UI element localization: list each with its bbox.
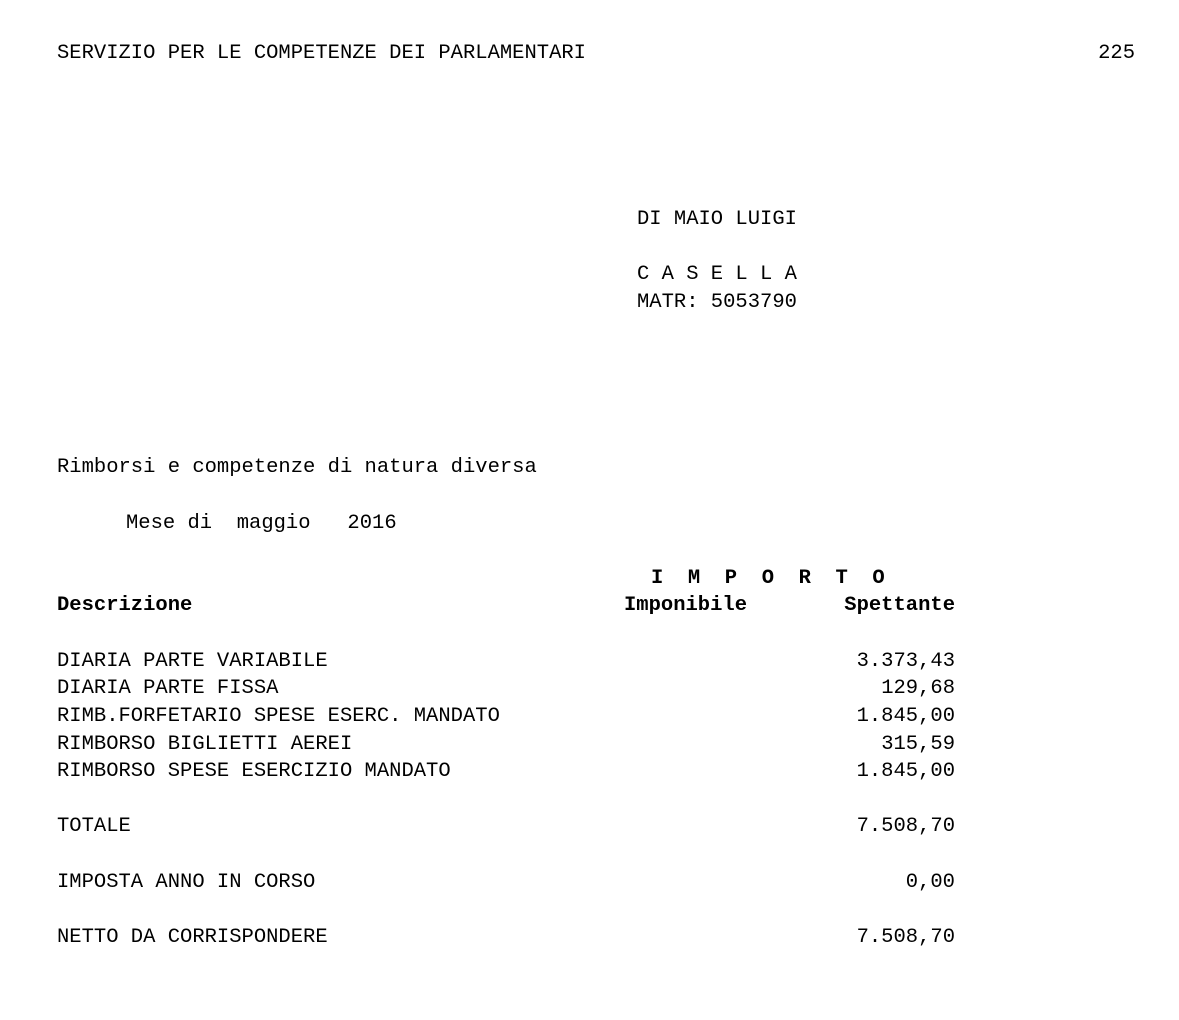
page-number: 225 bbox=[1098, 42, 1135, 65]
row-description: RIMBORSO BIGLIETTI AEREI bbox=[57, 733, 353, 756]
row-description: DIARIA PARTE FISSA bbox=[57, 677, 279, 700]
column-description: Descrizione bbox=[57, 594, 193, 617]
section-title: Rimborsi e competenze di natura diversa bbox=[57, 456, 537, 479]
recipient-matricola: MATR: 5053790 bbox=[637, 291, 797, 314]
net-label: NETTO DA CORRISPONDERE bbox=[57, 926, 328, 949]
recipient-name: DI MAIO LUIGI bbox=[637, 208, 797, 231]
row-amount: 1.845,00 bbox=[856, 760, 955, 783]
row-description: DIARIA PARTE VARIABILE bbox=[57, 650, 328, 673]
column-due: Spettante bbox=[844, 594, 955, 617]
net-amount: 7.508,70 bbox=[856, 926, 955, 949]
tax-amount: 0,00 bbox=[905, 871, 955, 894]
office-header: SERVIZIO PER LE COMPETENZE DEI PARLAMENTARI bbox=[57, 42, 586, 65]
row-description: RIMB.FORFETARIO SPESE ESERC. MANDATO bbox=[57, 705, 500, 728]
row-amount: 315,59 bbox=[881, 733, 955, 756]
recipient-box: C A S E L L A bbox=[637, 263, 797, 286]
amount-heading: I M P O R T O bbox=[651, 567, 885, 590]
row-amount: 1.845,00 bbox=[856, 705, 955, 728]
row-description: RIMBORSO SPESE ESERCIZIO MANDATO bbox=[57, 760, 451, 783]
column-taxable: Imponibile bbox=[624, 594, 748, 617]
total-amount: 7.508,70 bbox=[856, 815, 955, 838]
period-label: Mese di maggio 2016 bbox=[126, 512, 397, 535]
total-label: TOTALE bbox=[57, 815, 131, 838]
tax-label: IMPOSTA ANNO IN CORSO bbox=[57, 871, 316, 894]
row-amount: 3.373,43 bbox=[856, 650, 955, 673]
row-amount: 129,68 bbox=[881, 677, 955, 700]
